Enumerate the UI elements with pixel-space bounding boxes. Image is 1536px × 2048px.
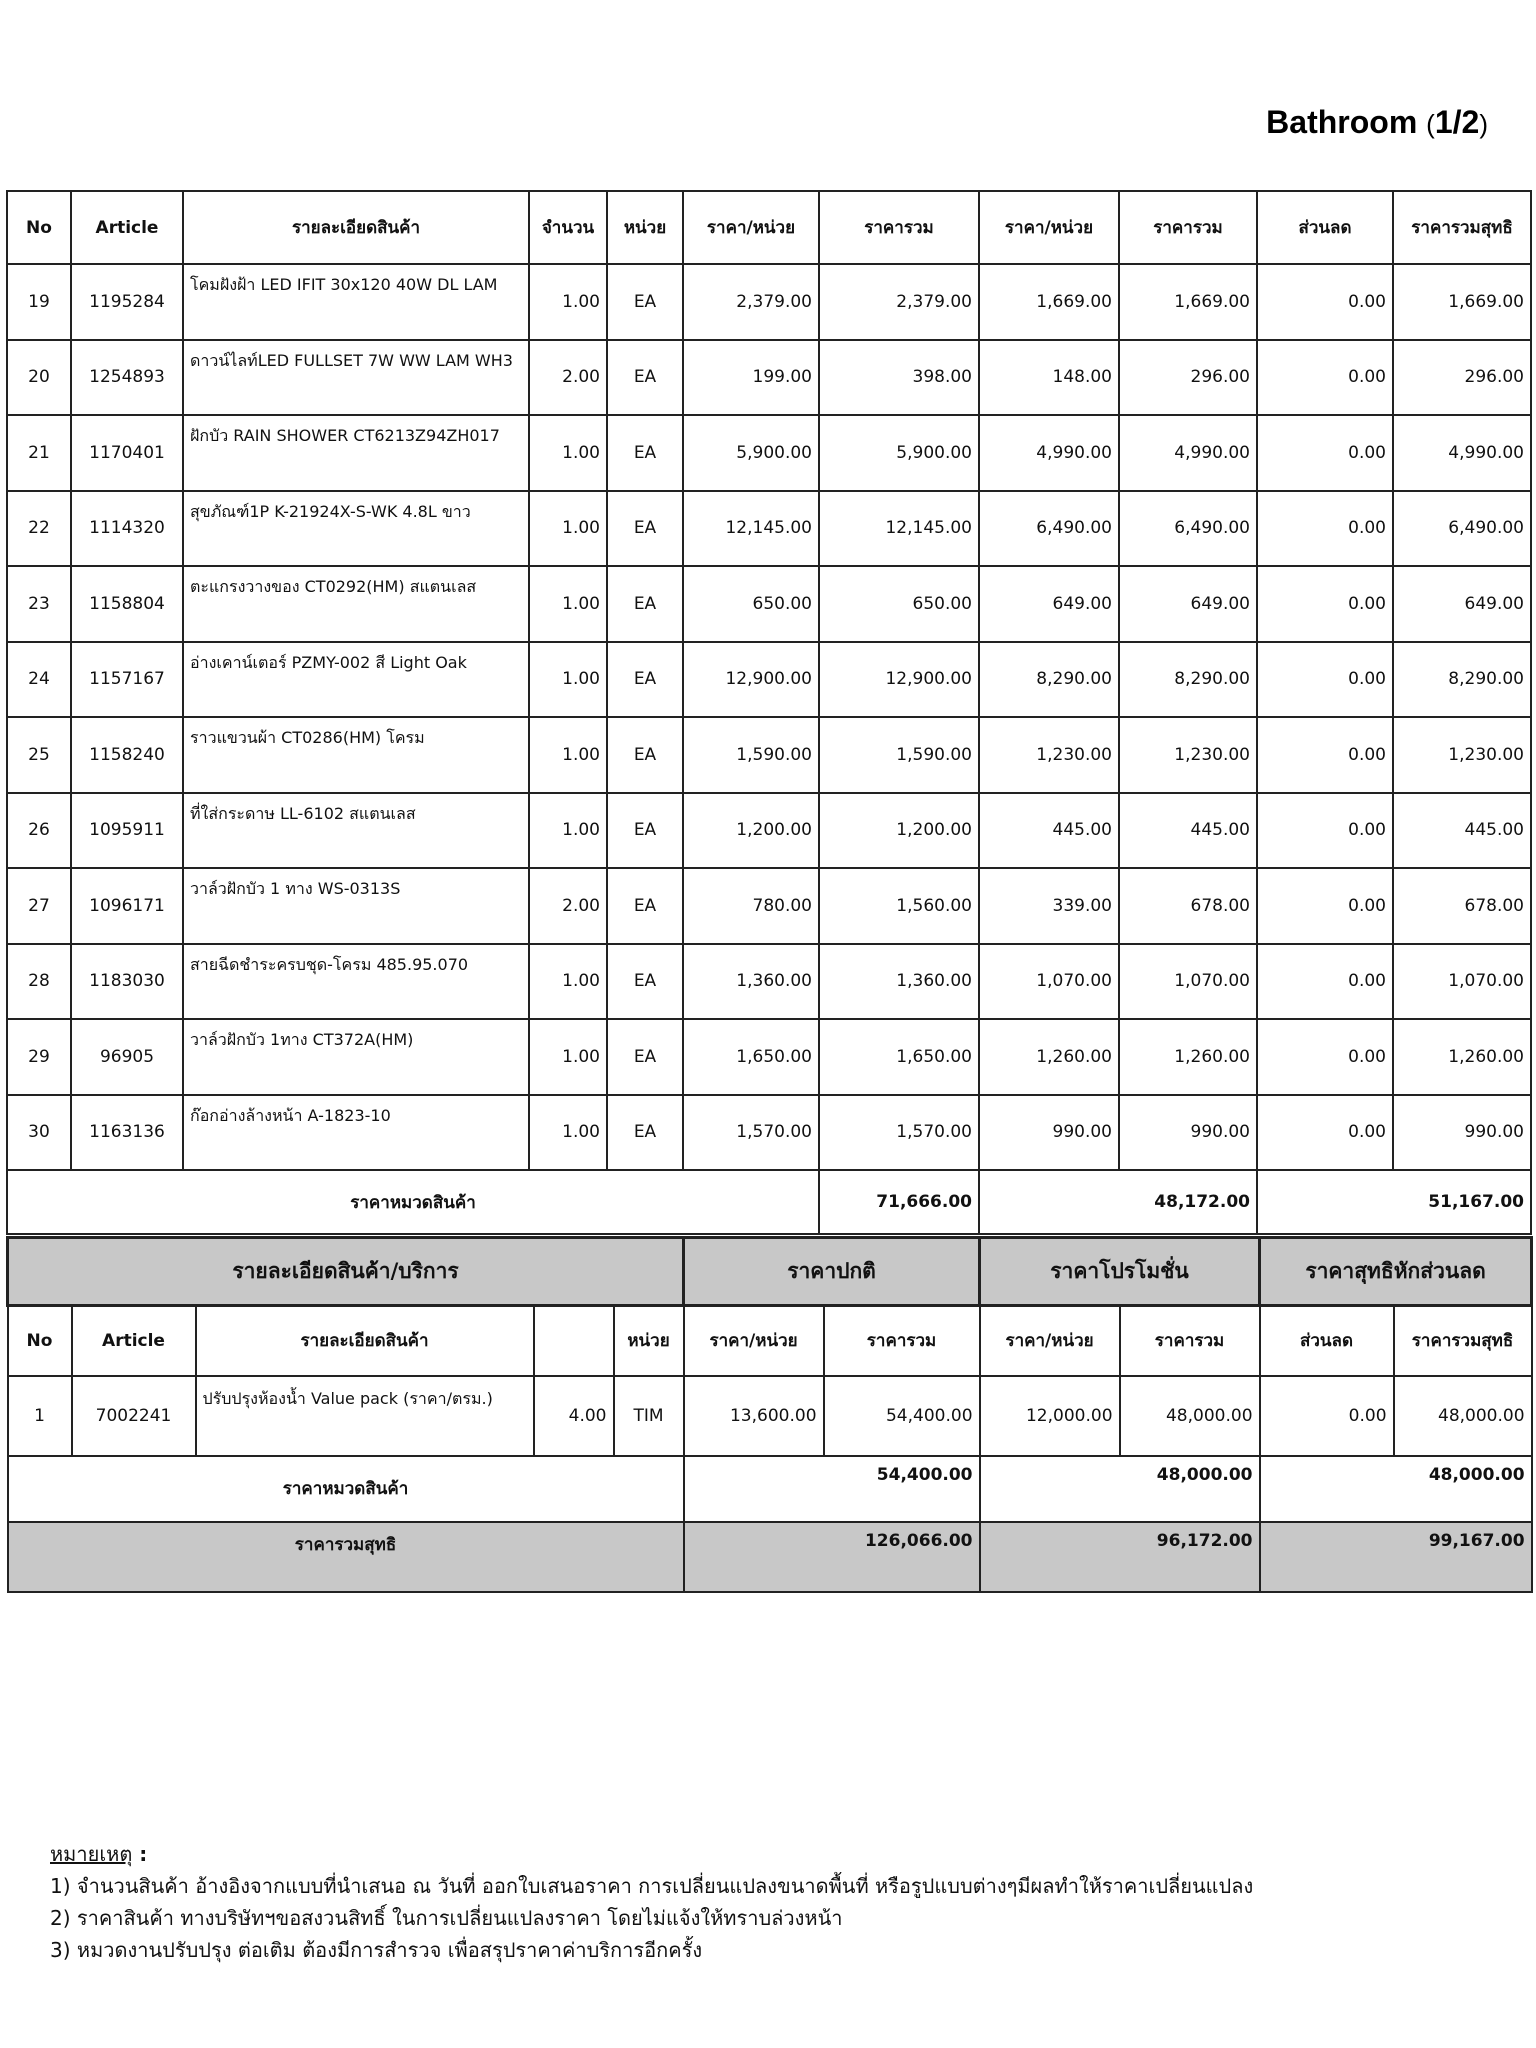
article-cell: 1095911	[71, 793, 183, 869]
table-row	[7, 566, 1531, 642]
unit-cell: TIM	[614, 1376, 684, 1456]
discount-cell: 0.00	[1257, 566, 1393, 642]
quantity-cell: 1.00	[529, 1095, 607, 1171]
table-row	[7, 340, 1531, 416]
no-cell: 25	[7, 717, 71, 793]
promo-unit-price-cell: 4,990.00	[979, 415, 1119, 491]
description-cell: สายฉีดชำระครบชุด-โครม 485.95.070	[183, 944, 529, 1020]
discount-cell: 0.00	[1257, 793, 1393, 869]
unit-price-cell: 1,590.00	[683, 717, 819, 793]
table-row	[7, 868, 1531, 944]
net-total-cell: 1,260.00	[1393, 1019, 1531, 1095]
discount-cell: 0.00	[1257, 491, 1393, 567]
article-cell: 96905	[71, 1019, 183, 1095]
unit-price-cell: 1,200.00	[683, 793, 819, 869]
no-cell: 30	[7, 1095, 71, 1171]
quantity-cell: 2.00	[529, 340, 607, 416]
table-row	[8, 1376, 1532, 1456]
discount-cell: 0.00	[1257, 868, 1393, 944]
unit-cell: EA	[607, 1095, 683, 1171]
promo-unit-price-cell: 1,230.00	[979, 717, 1119, 793]
column-header: ราคารวม	[1119, 191, 1257, 264]
description-cell: ดาวน์ไลท์LED FULLSET 7W WW LAM WH3	[183, 340, 529, 416]
quantity-cell: 1.00	[529, 717, 607, 793]
promo-total-cell: 48,000.00	[1120, 1376, 1260, 1456]
column-header: ราคา/หน่วย	[980, 1306, 1120, 1376]
note-item: 2) ราคาสินค้า ทางบริษัทฯขอสงวนสิทธิ์ ในการเปลี่ยนแปลงราคา โดยไม่แจ้งให้ทราบล่วงหน้า	[50, 1906, 843, 1930]
column-header: ราคารวม	[1120, 1306, 1260, 1376]
subtotal-promo-total: 48,000.00	[980, 1456, 1260, 1522]
discount-cell: 0.00	[1257, 717, 1393, 793]
promo-total-cell: 4,990.00	[1119, 415, 1257, 491]
header-row	[7, 191, 1531, 264]
table-row	[7, 491, 1531, 567]
promo-unit-price-cell: 339.00	[979, 868, 1119, 944]
net-total-cell: 1,070.00	[1393, 944, 1531, 1020]
promo-unit-price-cell: 1,260.00	[979, 1019, 1119, 1095]
table-row	[7, 415, 1531, 491]
column-header: Article	[72, 1306, 196, 1376]
unit-price-cell: 13,600.00	[684, 1376, 824, 1456]
product-table	[6, 190, 1532, 1235]
section-header-description: รายละเอียดสินค้า/บริการ	[8, 1238, 684, 1306]
description-cell: ปรับปรุงห้องน้ำ Value pack (ราคา/ตรม.)	[196, 1376, 534, 1456]
description-cell: ก๊อกอ่างล้างหน้า A-1823-10	[183, 1095, 529, 1171]
subtotal-row	[8, 1456, 1532, 1522]
column-header: ราคารวมสุทธิ	[1394, 1306, 1532, 1376]
no-cell: 23	[7, 566, 71, 642]
section-header-row	[8, 1238, 1532, 1306]
total-cell: 5,900.00	[819, 415, 979, 491]
description-cell: โคมฝังฝ้า LED IFIT 30x120 40W DL LAM	[183, 264, 529, 340]
net-total-cell: 1,230.00	[1393, 717, 1531, 793]
unit-cell: EA	[607, 340, 683, 416]
net-total-cell: 990.00	[1393, 1095, 1531, 1171]
subtotal-label: ราคาหมวดสินค้า	[7, 1170, 819, 1234]
unit-cell: EA	[607, 566, 683, 642]
note-item: 3) หมวดงานปรับปรุง ต่อเติม ต้องมีการสำรวจ เพื่อสรุปราคาค่าบริการอีกครั้ง	[50, 1938, 703, 1962]
table-row	[7, 717, 1531, 793]
article-cell: 1254893	[71, 340, 183, 416]
subtotal-net-total: 48,000.00	[1260, 1456, 1532, 1522]
promo-total-cell: 296.00	[1119, 340, 1257, 416]
quantity-cell: 2.00	[529, 868, 607, 944]
column-header: ราคารวม	[824, 1306, 980, 1376]
net-total-cell: 445.00	[1393, 793, 1531, 869]
unit-cell: EA	[607, 1019, 683, 1095]
article-cell: 1195284	[71, 264, 183, 340]
note-item: 1) จำนวนสินค้า อ้างอิงจากแบบที่นำเสนอ ณ วันที่ ออกใบเสนอราคา การเปลี่ยนแปลงขนาดพื้นที่ หรือรูปแบบต่างๆมีผลทำให้ราคาเปลี่ยนแปลง	[50, 1874, 1254, 1898]
total-cell: 1,560.00	[819, 868, 979, 944]
promo-total-cell: 1,669.00	[1119, 264, 1257, 340]
article-cell: 1158240	[71, 717, 183, 793]
discount-cell: 0.00	[1257, 642, 1393, 718]
grand-promo-total: 96,172.00	[980, 1522, 1260, 1592]
promo-unit-price-cell: 990.00	[979, 1095, 1119, 1171]
promo-unit-price-cell: 1,669.00	[979, 264, 1119, 340]
discount-cell: 0.00	[1257, 1019, 1393, 1095]
total-cell: 650.00	[819, 566, 979, 642]
promo-unit-price-cell: 8,290.00	[979, 642, 1119, 718]
total-cell: 54,400.00	[824, 1376, 980, 1456]
quantity-cell: 1.00	[529, 566, 607, 642]
promo-total-cell: 990.00	[1119, 1095, 1257, 1171]
column-header: รายละเอียดสินค้า	[183, 191, 529, 264]
description-cell: ที่ใส่กระดาษ LL-6102 สแตนเลส	[183, 793, 529, 869]
column-header: ราคา/หน่วย	[684, 1306, 824, 1376]
article-cell: 1157167	[71, 642, 183, 718]
promo-unit-price-cell: 445.00	[979, 793, 1119, 869]
table-row	[7, 944, 1531, 1020]
unit-cell: EA	[607, 642, 683, 718]
page-title: Bathroom (1/2)	[1266, 104, 1488, 140]
net-total-cell: 649.00	[1393, 566, 1531, 642]
unit-price-cell: 12,900.00	[683, 642, 819, 718]
subtotal-row	[7, 1170, 1531, 1234]
no-cell: 26	[7, 793, 71, 869]
unit-cell: EA	[607, 717, 683, 793]
article-cell: 1183030	[71, 944, 183, 1020]
column-header: รายละเอียดสินค้า	[196, 1306, 534, 1376]
total-cell: 1,570.00	[819, 1095, 979, 1171]
table-row	[7, 1095, 1531, 1171]
article-cell: 7002241	[72, 1376, 196, 1456]
net-total-cell: 4,990.00	[1393, 415, 1531, 491]
column-header	[534, 1306, 614, 1376]
total-cell: 1,650.00	[819, 1019, 979, 1095]
header-row	[8, 1306, 1532, 1376]
discount-cell: 0.00	[1257, 340, 1393, 416]
discount-cell: 0.00	[1260, 1376, 1394, 1456]
unit-price-cell: 1,570.00	[683, 1095, 819, 1171]
no-cell: 24	[7, 642, 71, 718]
subtotal-total: 54,400.00	[684, 1456, 980, 1522]
table-row	[7, 793, 1531, 869]
subtotal-net-total: 51,167.00	[1257, 1170, 1531, 1234]
table-row	[7, 642, 1531, 718]
net-total-cell: 678.00	[1393, 868, 1531, 944]
promo-total-cell: 1,230.00	[1119, 717, 1257, 793]
net-total-cell: 1,669.00	[1393, 264, 1531, 340]
description-cell: วาล์วฝักบัว 1 ทาง WS-0313S	[183, 868, 529, 944]
article-cell: 1158804	[71, 566, 183, 642]
no-cell: 21	[7, 415, 71, 491]
column-header: จำนวน	[529, 191, 607, 264]
column-header: ราคารวม	[819, 191, 979, 264]
article-cell: 1114320	[71, 491, 183, 567]
table-row	[7, 264, 1531, 340]
total-cell: 12,145.00	[819, 491, 979, 567]
promo-total-cell: 6,490.00	[1119, 491, 1257, 567]
unit-price-cell: 1,360.00	[683, 944, 819, 1020]
unit-cell: EA	[607, 264, 683, 340]
description-cell: วาล์วฝักบัว 1ทาง CT372A(HM)	[183, 1019, 529, 1095]
description-cell: อ่างเคาน์เตอร์ PZMY-002 สี Light Oak	[183, 642, 529, 718]
grand-total-row	[8, 1522, 1532, 1592]
article-cell: 1096171	[71, 868, 183, 944]
unit-cell: EA	[607, 415, 683, 491]
article-cell: 1163136	[71, 1095, 183, 1171]
total-cell: 1,590.00	[819, 717, 979, 793]
unit-price-cell: 2,379.00	[683, 264, 819, 340]
promo-total-cell: 1,070.00	[1119, 944, 1257, 1020]
section-header-promo-price: ราคาโปรโมชั่น	[980, 1238, 1260, 1306]
description-cell: สุขภัณฑ์1P K-21924X-S-WK 4.8L ขาว	[183, 491, 529, 567]
promo-unit-price-cell: 6,490.00	[979, 491, 1119, 567]
column-header: ส่วนลด	[1260, 1306, 1394, 1376]
quantity-cell: 4.00	[534, 1376, 614, 1456]
description-cell: ราวแขวนผ้า CT0286(HM) โครม	[183, 717, 529, 793]
net-total-cell: 48,000.00	[1394, 1376, 1532, 1456]
notes-heading: หมายเหตุ :	[50, 1842, 148, 1866]
notes	[50, 1838, 1253, 1966]
grand-total-label: ราคารวมสุทธิ	[8, 1522, 684, 1592]
unit-price-cell: 5,900.00	[683, 415, 819, 491]
discount-cell: 0.00	[1257, 944, 1393, 1020]
net-total-cell: 6,490.00	[1393, 491, 1531, 567]
no-cell: 28	[7, 944, 71, 1020]
column-header: No	[7, 191, 71, 264]
column-header: ราคารวมสุทธิ	[1393, 191, 1531, 264]
quantity-cell: 1.00	[529, 491, 607, 567]
no-cell: 20	[7, 340, 71, 416]
page-ref: 1/2	[1434, 104, 1480, 140]
net-total-cell: 296.00	[1393, 340, 1531, 416]
promo-unit-price-cell: 649.00	[979, 566, 1119, 642]
promo-total-cell: 678.00	[1119, 868, 1257, 944]
article-cell: 1170401	[71, 415, 183, 491]
unit-price-cell: 1,650.00	[683, 1019, 819, 1095]
total-cell: 398.00	[819, 340, 979, 416]
unit-cell: EA	[607, 793, 683, 869]
unit-cell: EA	[607, 491, 683, 567]
unit-cell: EA	[607, 868, 683, 944]
discount-cell: 0.00	[1257, 264, 1393, 340]
quantity-cell: 1.00	[529, 1019, 607, 1095]
subtotal-label: ราคาหมวดสินค้า	[8, 1456, 684, 1522]
unit-price-cell: 199.00	[683, 340, 819, 416]
column-header: Article	[71, 191, 183, 264]
column-header: ราคา/หน่วย	[683, 191, 819, 264]
page-title-text: Bathroom	[1266, 104, 1418, 140]
column-header: หน่วย	[614, 1306, 684, 1376]
promo-total-cell: 1,260.00	[1119, 1019, 1257, 1095]
no-cell: 27	[7, 868, 71, 944]
no-cell: 29	[7, 1019, 71, 1095]
quantity-cell: 1.00	[529, 642, 607, 718]
promo-total-cell: 649.00	[1119, 566, 1257, 642]
quantity-cell: 1.00	[529, 793, 607, 869]
discount-cell: 0.00	[1257, 1095, 1393, 1171]
column-header: หน่วย	[607, 191, 683, 264]
description-cell: ฝักบัว RAIN SHOWER CT6213Z94ZH017	[183, 415, 529, 491]
unit-price-cell: 12,145.00	[683, 491, 819, 567]
notes-title: หมายเหตุ	[50, 1842, 133, 1866]
unit-cell: EA	[607, 944, 683, 1020]
promo-total-cell: 8,290.00	[1119, 642, 1257, 718]
no-cell: 19	[7, 264, 71, 340]
promo-total-cell: 445.00	[1119, 793, 1257, 869]
table-row	[7, 1019, 1531, 1095]
column-header: ราคา/หน่วย	[979, 191, 1119, 264]
unit-price-cell: 650.00	[683, 566, 819, 642]
total-cell: 1,360.00	[819, 944, 979, 1020]
promo-unit-price-cell: 1,070.00	[979, 944, 1119, 1020]
subtotal-promo-total: 48,172.00	[979, 1170, 1257, 1234]
total-cell: 12,900.00	[819, 642, 979, 718]
service-table	[6, 1236, 1533, 1593]
total-cell: 2,379.00	[819, 264, 979, 340]
net-total-cell: 8,290.00	[1393, 642, 1531, 718]
section-header-net-price: ราคาสุทธิหักส่วนลด	[1260, 1238, 1532, 1306]
total-cell: 1,200.00	[819, 793, 979, 869]
subtotal-total: 71,666.00	[819, 1170, 979, 1234]
unit-price-cell: 780.00	[683, 868, 819, 944]
quantity-cell: 1.00	[529, 415, 607, 491]
description-cell: ตะแกรงวางของ CT0292(HM) สแตนเลส	[183, 566, 529, 642]
column-header: ส่วนลด	[1257, 191, 1393, 264]
quantity-cell: 1.00	[529, 264, 607, 340]
quantity-cell: 1.00	[529, 944, 607, 1020]
promo-unit-price-cell: 12,000.00	[980, 1376, 1120, 1456]
grand-total: 126,066.00	[684, 1522, 980, 1592]
grand-net-total: 99,167.00	[1260, 1522, 1532, 1592]
no-cell: 22	[7, 491, 71, 567]
column-header: No	[8, 1306, 72, 1376]
section-header-normal-price: ราคาปกติ	[684, 1238, 980, 1306]
no-cell: 1	[8, 1376, 72, 1456]
promo-unit-price-cell: 148.00	[979, 340, 1119, 416]
discount-cell: 0.00	[1257, 415, 1393, 491]
